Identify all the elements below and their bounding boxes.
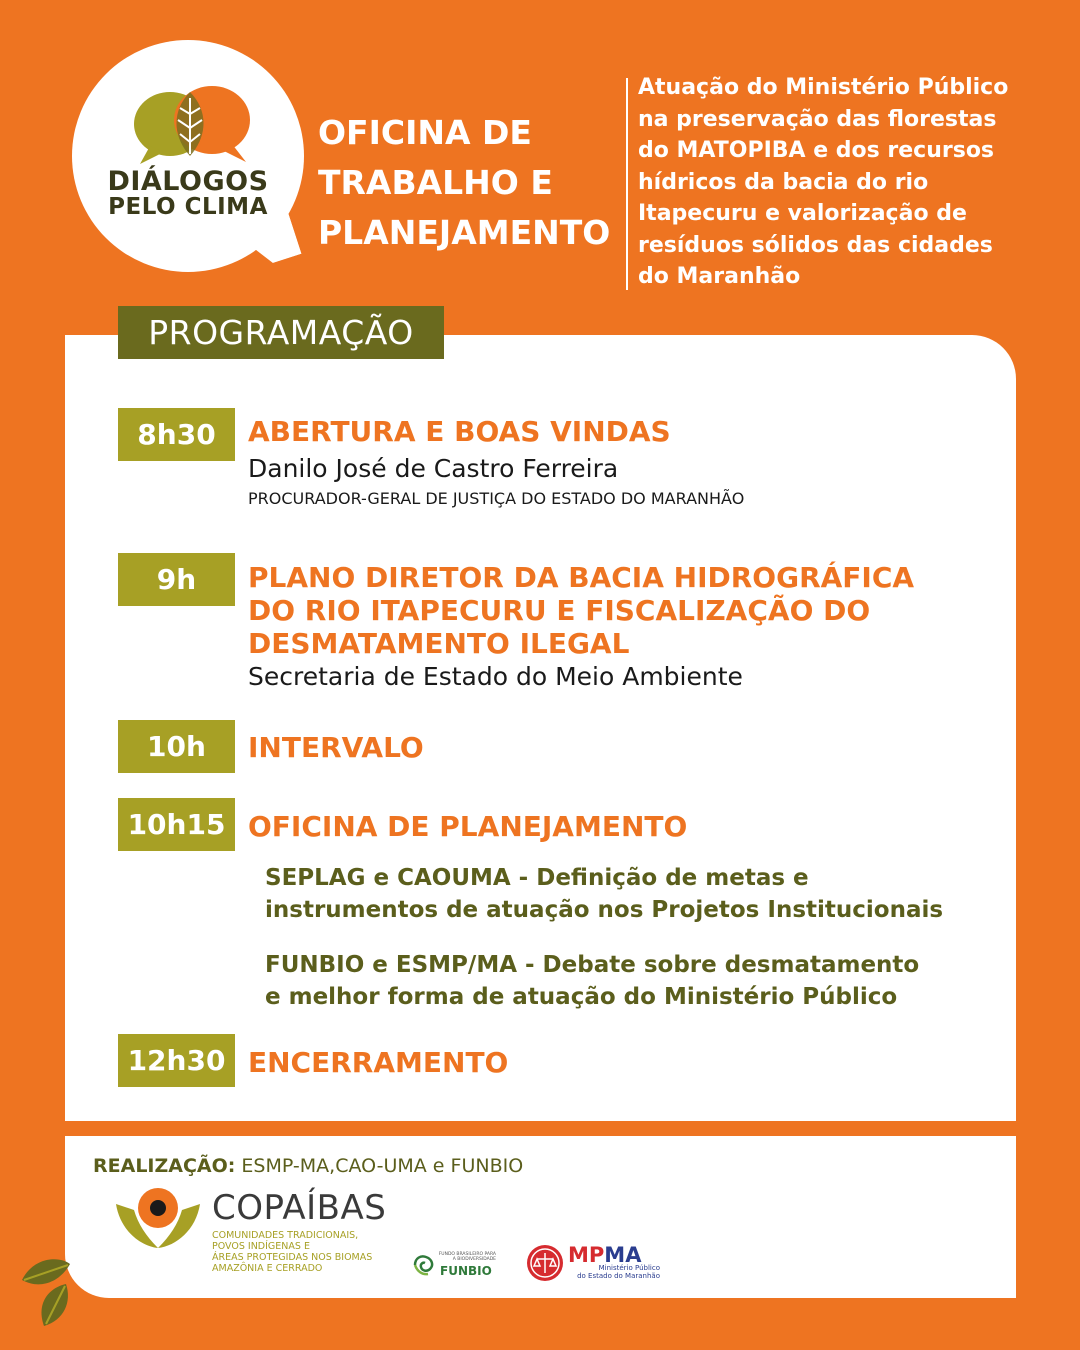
time-badge: 9h <box>118 553 235 606</box>
event-description: Atuação do Ministério Público na preservação das florestas do MATOPIBA e dos recursos hídricos da bacia do rio Itapecuru e valorização de resíduos sólidos das cidades do Maranhão <box>638 75 1009 289</box>
item-role: PROCURADOR-GERAL DE JUSTIÇA DO ESTADO DO MARANHÃO <box>248 489 745 508</box>
item-title: ENCERRAMENTO <box>248 1046 509 1079</box>
realizacao-value: ESMP-MA,CAO-UMA e FUNBIO <box>235 1155 524 1177</box>
item-title: OFICINA DE PLANEJAMENTO <box>248 810 688 843</box>
time-badge: 12h30 <box>118 1034 235 1087</box>
logo-text-line2: PELO CLIMA <box>108 194 268 220</box>
funbio-logo-icon <box>412 1253 438 1277</box>
realizacao-label: REALIZAÇÃO: <box>93 1155 236 1177</box>
event-title: OFICINA DE TRABALHO E PLANEJAMENTO <box>318 113 611 252</box>
sub-item: SEPLAG e CAOUMA - Definição de metas e instrumentos de atuação nos Projetos Institucionais <box>265 865 944 923</box>
item-title: INTERVALO <box>248 731 424 764</box>
funbio-name: FUNBIO <box>440 1264 492 1278</box>
logo-text-line1: DIÁLOGOS <box>107 166 269 197</box>
mpma-name-ma: MA <box>604 1243 642 1267</box>
copaibas-logo-icon <box>112 1186 204 1256</box>
time-badge: 10h15 <box>118 798 235 851</box>
item-title: ABERTURA E BOAS VINDAS <box>248 415 671 448</box>
header-divider <box>626 78 628 290</box>
program-heading: PROGRAMAÇÃO <box>118 306 444 359</box>
realizacao-line <box>93 1155 523 1177</box>
funbio-subtitle: FUNDO BRASILEIRO PARA A BIODIVERSIDADE <box>438 1252 496 1262</box>
time-badge: 10h <box>118 720 235 773</box>
leaf-icon <box>14 1250 94 1330</box>
item-title: PLANO DIRETOR DA BACIA HIDROGRÁFICA DO RIO ITAPECURU E FISCALIZAÇÃO DO DESMATAMENTO ILEGAL <box>248 561 915 660</box>
mpma-name-mp: MP <box>568 1243 605 1267</box>
item-speaker: Secretaria de Estado do Meio Ambiente <box>248 662 743 691</box>
item-speaker: Danilo José de Castro Ferreira <box>248 454 619 483</box>
copaibas-name: COPAÍBAS <box>212 1188 387 1228</box>
time-badge: 8h30 <box>118 408 235 461</box>
copaibas-tagline: COMUNIDADES TRADICIONAIS, POVOS INDÍGENAS E ÁREAS PROTEGIDAS NOS BIOMAS AMAZÔNIA E CERRADO <box>212 1230 373 1274</box>
speech-bubbles-leaf-icon <box>128 84 258 174</box>
mpma-subtitle: Ministério Público do Estado do Maranhão <box>577 1264 660 1280</box>
sub-item: FUNBIO e ESMP/MA - Debate sobre desmatamento e melhor forma de atuação do Ministério Público <box>265 952 920 1010</box>
mpma-seal-icon <box>526 1244 564 1282</box>
